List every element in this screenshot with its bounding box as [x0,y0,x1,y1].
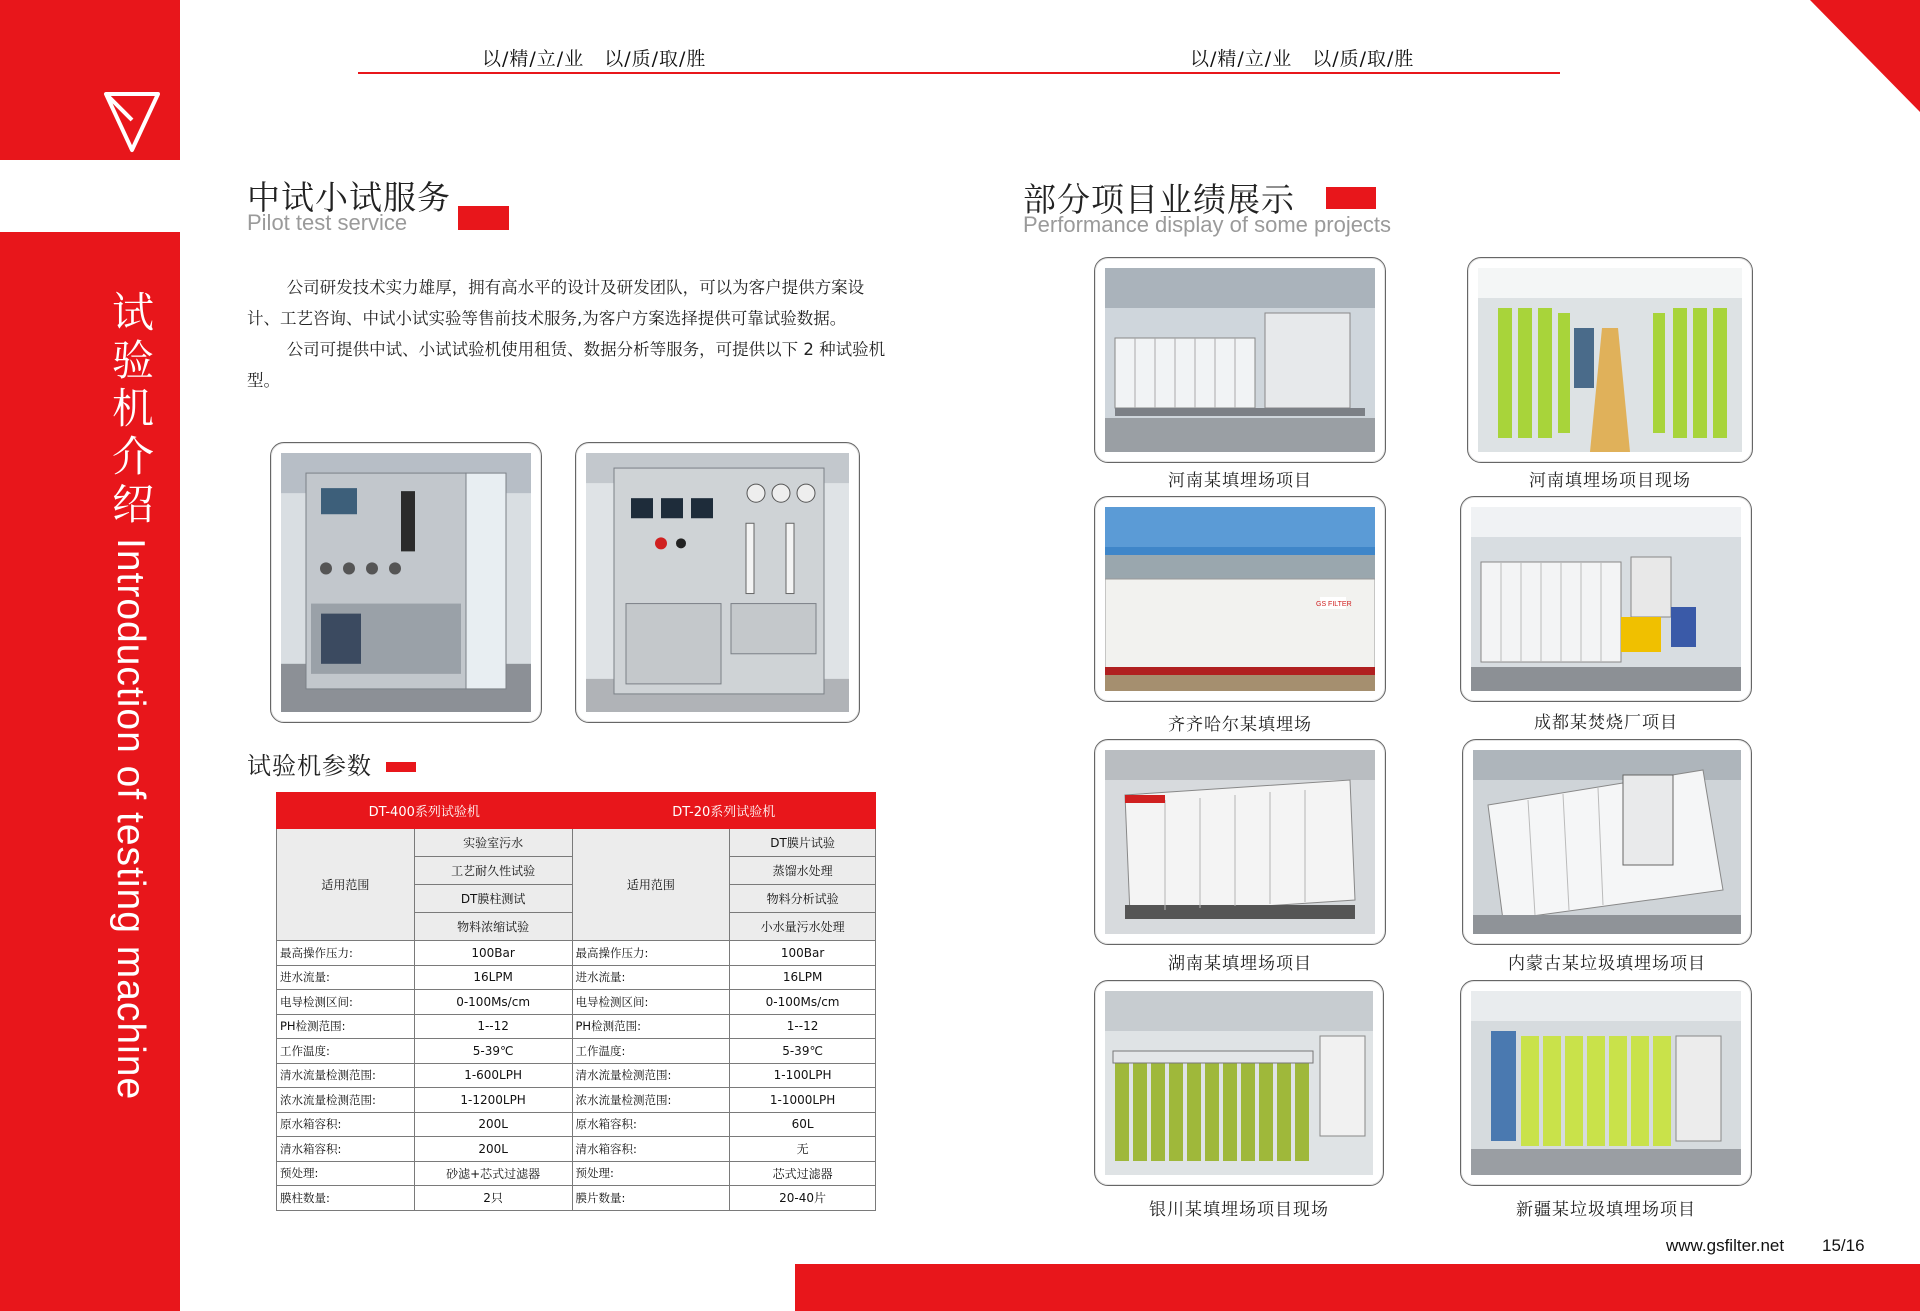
header-motto-left: 以/精/立/业 以/质/取/胜 [482,48,707,70]
params-header-dt400: DT-400系列试验机 [277,793,573,829]
params-cell-label-a: PH检测范围: [277,1014,415,1039]
params-cell-val-b: 0-100Ms/cm [730,990,876,1015]
project-photo-2 [1467,257,1753,463]
params-cell-label-b: 原水箱容积: [572,1112,730,1137]
project-image-8 [1471,991,1741,1175]
params-cell-label-b: 浓水流量检测范围: [572,1088,730,1113]
range-b-item: DT膜片试验 [730,829,876,857]
params-cell-val-a: 16LPM [414,965,572,990]
pilot-title-en: Pilot test service [247,210,408,235]
project-image-6 [1473,750,1741,934]
params-cell-label-a: 最高操作压力: [277,941,415,966]
project-caption-2: 河南填埋场项目现场 [1529,471,1691,491]
projects-title-cn: 部分项目业绩展示 [1023,180,1295,219]
range-b-item: 物料分析试验 [730,885,876,913]
params-cell-label-a: 清水箱容积: [277,1137,415,1162]
params-cell-label-b: 清水流量检测范围: [572,1063,730,1088]
footer-red-bar [795,1264,1920,1311]
params-cell-label-a: 预处理: [277,1161,415,1186]
sidebar-title-cn: 试验机介绍 [106,290,155,530]
params-cell-val-a: 0-100Ms/cm [414,990,572,1015]
dt400-machine-image [281,453,531,712]
params-row [277,941,876,966]
pilot-paragraph-2: 公司可提供中试、小试试验机使用租赁、数据分析等服务，可提供以下 2 种试验机型。 [247,340,886,390]
params-table [276,792,876,1211]
project-caption-5: 湖南某填埋场项目 [1168,954,1312,974]
params-cell-label-b: 预处理: [572,1161,730,1186]
params-cell-val-b: 1-1000LPH [730,1088,876,1113]
params-row [277,965,876,990]
params-cell-val-b: 1-100LPH [730,1063,876,1088]
params-cell-label-a: 清水流量检测范围: [277,1063,415,1088]
project-image-4 [1471,507,1741,691]
params-cell-label-a: 工作温度: [277,1039,415,1064]
params-cell-val-b: 60L [730,1112,876,1137]
footer-page-number: 15/16 [1822,1236,1865,1255]
params-cell-label-a: 电导检测区间: [277,990,415,1015]
project-photo-1 [1094,257,1386,463]
params-row [277,1161,876,1186]
params-row [277,1014,876,1039]
sidebar-title-en: Introduction of testing machine [109,538,152,1101]
pilot-title-cn: 中试小试服务 [247,178,451,217]
project-caption-3: 齐齐哈尔某填埋场 [1168,715,1312,735]
range-label-b: 适用范围 [572,829,730,941]
params-rows [277,941,876,1211]
params-cell-val-a: 200L [414,1137,572,1162]
params-cell-val-a: 200L [414,1112,572,1137]
project-photo-3 [1094,496,1386,702]
project-caption-1: 河南某填埋场项目 [1168,471,1312,491]
header-rule [358,72,1560,74]
projects-title-en: Performance display of some projects [1023,212,1392,237]
params-row [277,1137,876,1162]
params-cell-label-a: 进水流量: [277,965,415,990]
project-photo-7 [1094,980,1384,1186]
project-photo-8 [1460,980,1752,1186]
project-photo-4 [1460,496,1752,702]
params-row [277,1063,876,1088]
params-cell-val-b: 100Bar [730,941,876,966]
project-caption-7: 银川某填埋场项目现场 [1149,1200,1329,1220]
project-caption-6: 内蒙古某垃圾填埋场项目 [1508,954,1706,974]
pilot-title-bar [458,206,509,230]
range-a-item: 物料浓缩试验 [414,913,572,941]
params-cell-label-b: 清水箱容积: [572,1137,730,1162]
params-cell-val-a: 2只 [414,1186,572,1211]
range-b-item: 小水量污水处理 [730,913,876,941]
params-cell-val-b: 20-40片 [730,1186,876,1211]
params-cell-val-b: 芯式过滤器 [730,1161,876,1186]
sidebar-title [90,290,170,1100]
container-logo-text: GS FILTER [1316,601,1352,608]
project-image-1 [1105,268,1375,452]
params-row [277,990,876,1015]
range-a-item: 实验室污水 [414,829,572,857]
project-image-3 [1105,507,1375,691]
params-cell-label-b: 膜片数量: [572,1186,730,1211]
params-cell-label-b: 最高操作压力: [572,941,730,966]
pilot-paragraph-1: 公司研发技术实力雄厚，拥有高水平的设计及研发团队，可以为客户提供方案设计、工艺咨询、中试小试实验等售前技术服务,为客户方案选择提供可靠试验数据。 [247,278,865,328]
params-title: 试验机参数 [247,752,372,780]
project-image-7 [1105,991,1373,1175]
params-title-bar [386,762,416,772]
range-a-item: DT膜柱测试 [414,885,572,913]
params-cell-label-a: 原水箱容积: [277,1112,415,1137]
params-header-dt20: DT-20系列试验机 [572,793,876,829]
project-image-5 [1105,750,1375,934]
params-cell-label-b: PH检测范围: [572,1014,730,1039]
project-caption-4: 成都某焚烧厂项目 [1534,713,1678,733]
params-row [277,1088,876,1113]
project-image-2 [1478,268,1742,452]
params-cell-label-b: 工作温度: [572,1039,730,1064]
params-cell-label-a: 膜柱数量: [277,1186,415,1211]
pilot-description [247,272,897,396]
project-photo-6 [1462,739,1752,945]
params-cell-val-b: 无 [730,1137,876,1162]
range-b-item: 蒸馏水处理 [730,857,876,885]
params-cell-val-a: 1-600LPH [414,1063,572,1088]
dt20-machine-image [586,453,849,712]
params-cell-label-b: 电导检测区间: [572,990,730,1015]
corner-decoration [1740,0,1920,180]
params-row [277,1112,876,1137]
range-label-a: 适用范围 [277,829,415,941]
projects-title-bar [1326,187,1376,209]
params-row [277,1186,876,1211]
project-photo-5 [1094,739,1386,945]
params-cell-val-a: 1--12 [414,1014,572,1039]
project-caption-8: 新疆某垃圾填埋场项目 [1516,1200,1696,1220]
dt20-machine-photo [575,442,860,723]
triangle-logo-icon [102,90,162,154]
range-a-item: 工艺耐久性试验 [414,857,572,885]
dt400-machine-photo [270,442,542,723]
header-motto-right: 以/精/立/业 以/质/取/胜 [1190,48,1415,70]
params-row [277,1039,876,1064]
params-cell-val-a: 100Bar [414,941,572,966]
params-cell-val-b: 1--12 [730,1014,876,1039]
params-cell-label-b: 进水流量: [572,965,730,990]
params-cell-val-b: 5-39℃ [730,1039,876,1064]
params-cell-val-b: 16LPM [730,965,876,990]
params-cell-val-a: 砂滤+芯式过滤器 [414,1161,572,1186]
params-cell-val-a: 5-39℃ [414,1039,572,1064]
params-cell-label-a: 浓水流量检测范围: [277,1088,415,1113]
params-cell-val-a: 1-1200LPH [414,1088,572,1113]
footer-website-link[interactable]: www.gsfilter.net [1666,1236,1785,1255]
